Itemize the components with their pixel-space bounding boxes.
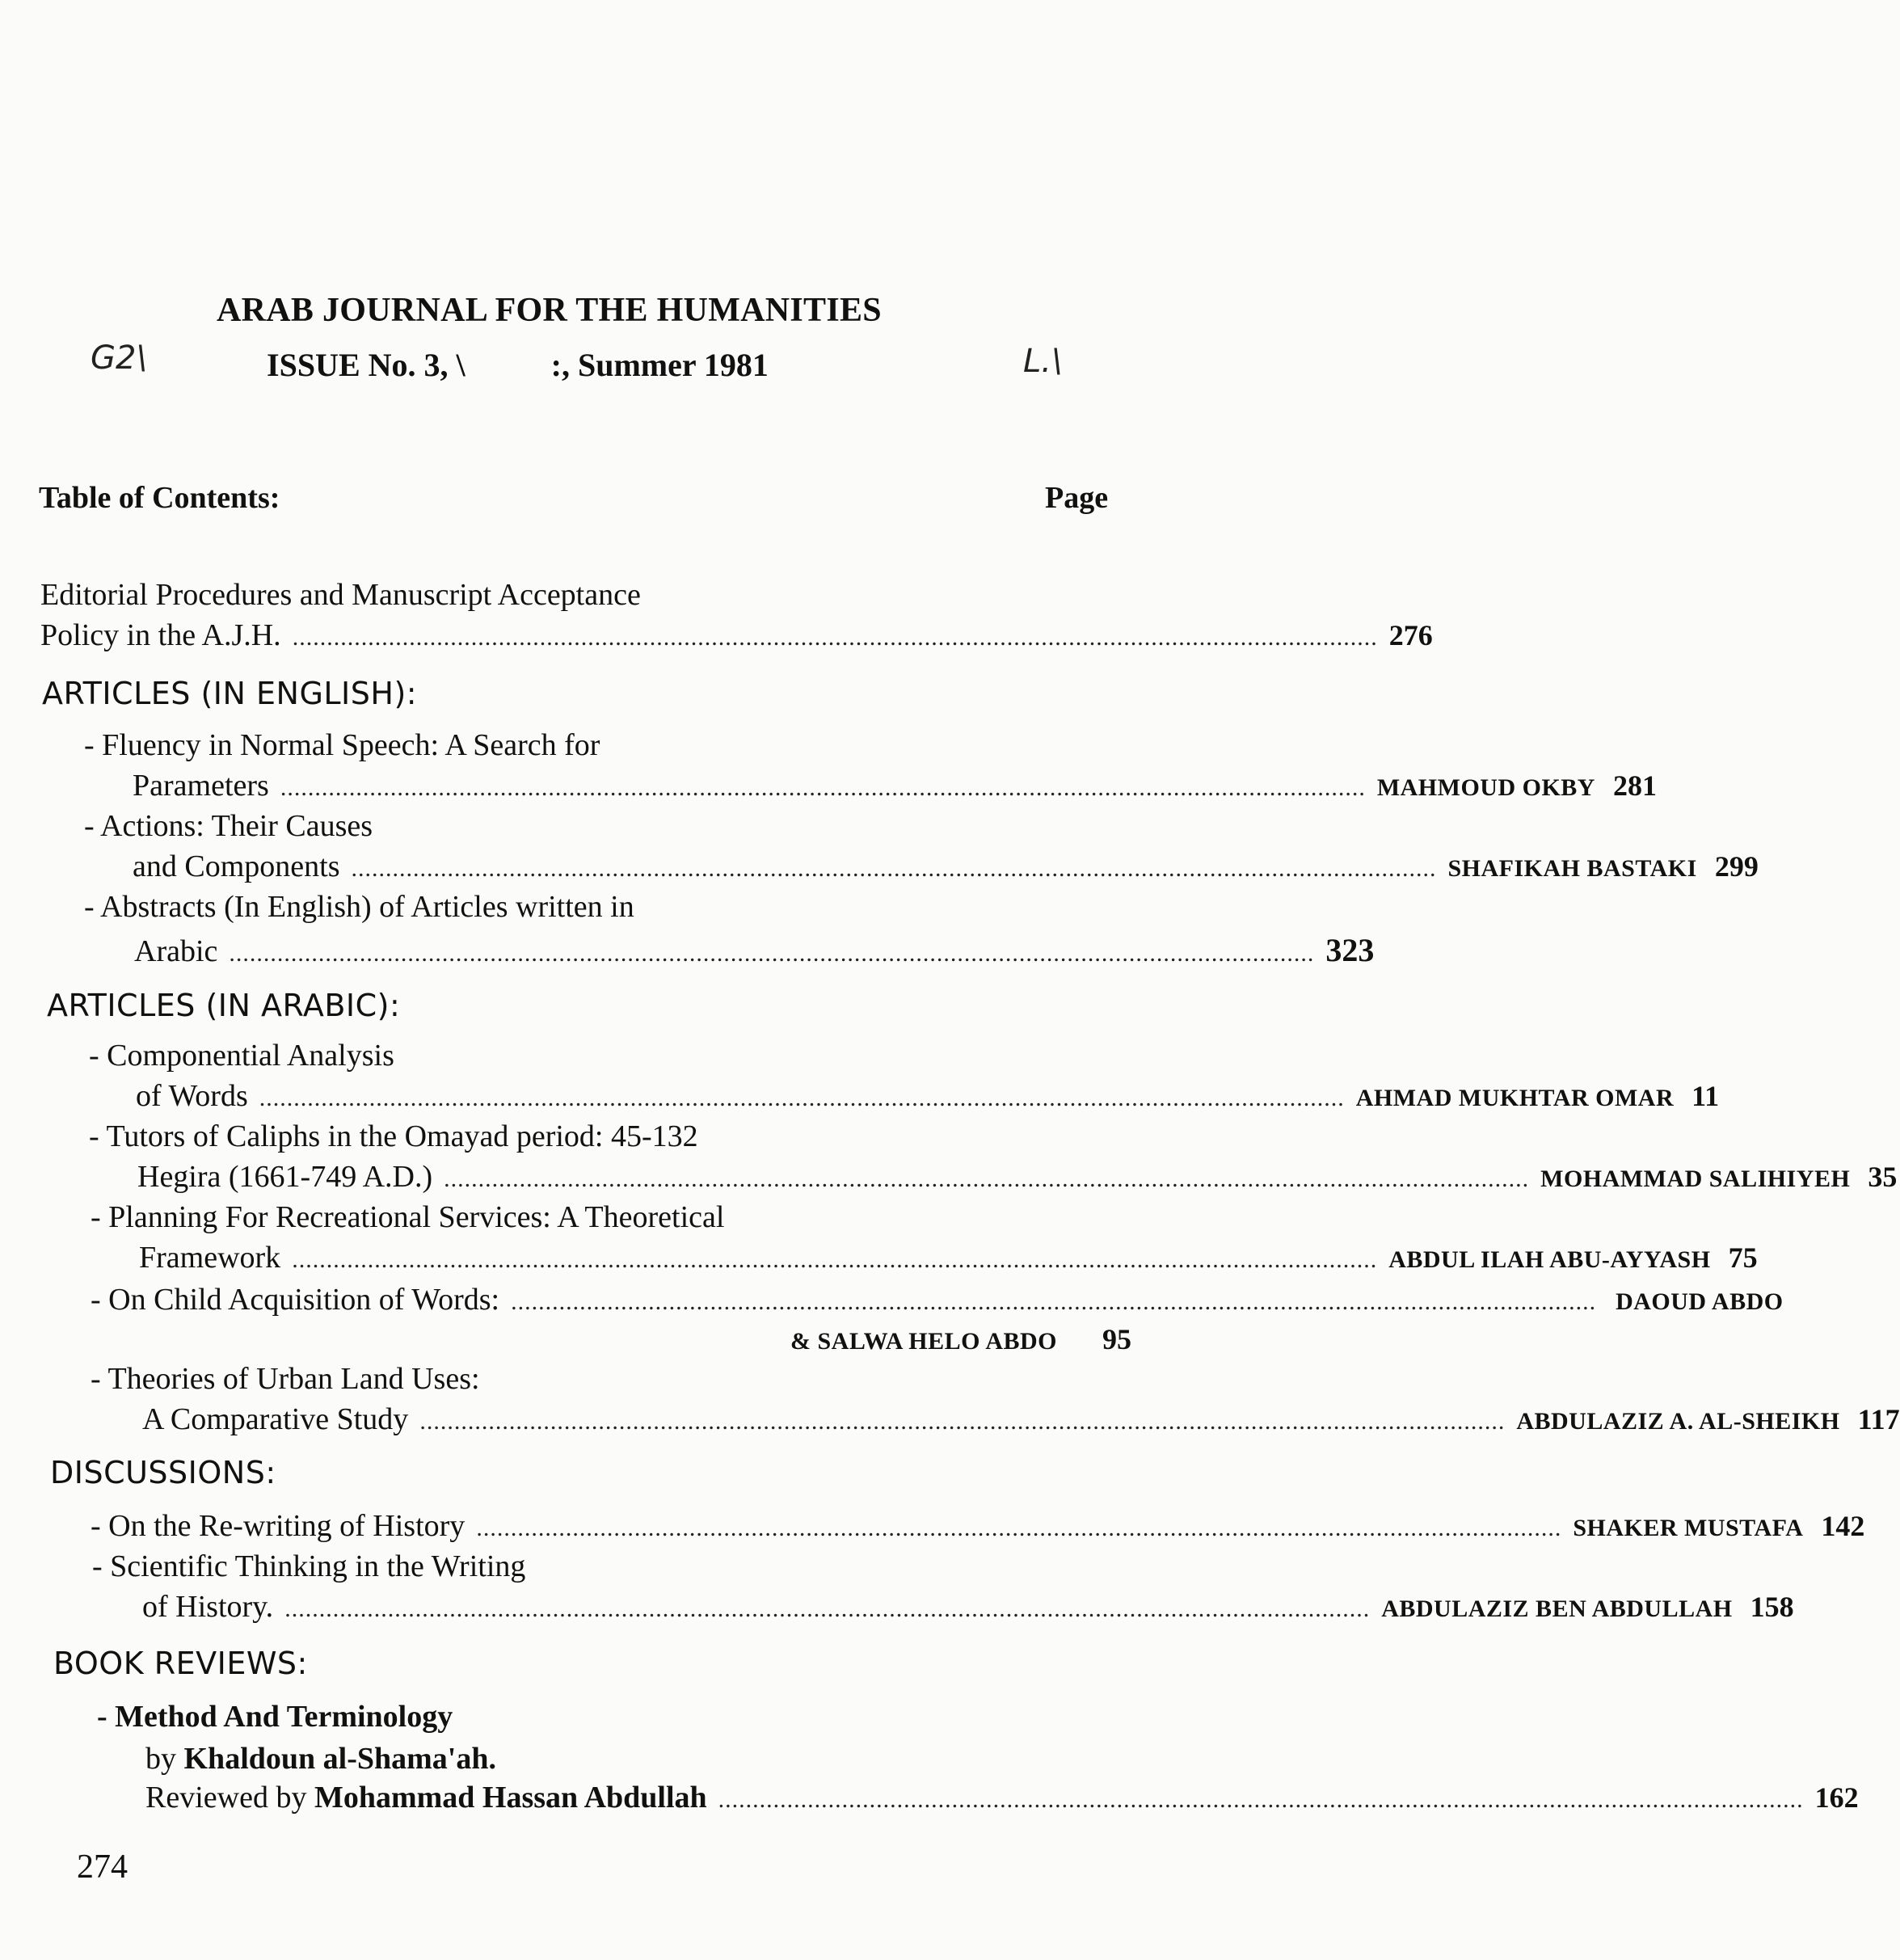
entry-title-line1: - Fluency in Normal Speech: A Search for <box>84 728 600 762</box>
entry-author: MOHAMMAD SALIHIYEH <box>1540 1165 1851 1192</box>
entry-title-line2: A Comparative Study <box>142 1402 409 1436</box>
toc-entry <box>142 1402 1900 1437</box>
leader-dots: .............................................................................................................................................................. <box>259 1085 1345 1111</box>
entry-title-line1: - On Child Acquisition of Words: <box>91 1283 500 1317</box>
entry-author: AHMAD MUKHTAR OMAR <box>1355 1085 1675 1111</box>
toc-entry-review <box>145 1780 1859 1815</box>
entry-title-line1: - On the Re-writing of History <box>91 1509 466 1543</box>
section-heading-discussions: DISCUSSIONS: <box>50 1455 276 1490</box>
toc-entry <box>139 1240 1758 1275</box>
section-heading-articles-arabic: ARTICLES (IN ARABIC): <box>47 988 401 1023</box>
entry-title-line1: - Theories of Urban Land Uses: <box>91 1362 480 1396</box>
entry-title-line2: Arabic <box>134 934 218 968</box>
review-book-author: Khaldoun al-Shama'ah. <box>183 1742 496 1776</box>
leader-dots: .............................................................................................................................................................. <box>292 624 1378 651</box>
page-number-entry: 117 <box>1857 1403 1900 1435</box>
toc-entry <box>133 849 1759 884</box>
entry-title-line2: of Words <box>136 1079 248 1113</box>
entry-title-line1: - Actions: Their Causes <box>84 809 373 843</box>
page-number-entry: 276 <box>1388 619 1433 651</box>
page-number-entry: 158 <box>1750 1591 1794 1623</box>
editorial-title-line2: Policy in the A.J.H. <box>40 618 281 652</box>
toc-entry-continued <box>705 1322 1131 1356</box>
editorial-title-line1: Editorial Procedures and Manuscript Acceptance <box>40 578 641 612</box>
page-number-entry: 281 <box>1612 769 1657 802</box>
leader-dots: .............................................................................................................................................................. <box>476 1515 1562 1541</box>
entry-title-line1: - Planning For Recreational Services: A Theoretical <box>91 1200 725 1234</box>
toc-entry-editorial <box>40 618 1433 653</box>
entry-title-line2: of History. <box>142 1590 274 1624</box>
toc-entry <box>137 1159 1898 1195</box>
entry-author: ABDUL ILAH ABU-AYYASH <box>1388 1246 1711 1273</box>
section-heading-book-reviews: BOOK REVIEWS: <box>53 1646 308 1681</box>
entry-title-line2: Framework <box>139 1241 281 1275</box>
toc-entry <box>136 1078 1720 1114</box>
leader-dots: .............................................................................................................................................................. <box>419 1408 1506 1435</box>
entry-author: DAOUD ABDO <box>1616 1288 1784 1315</box>
leader-dots: .............................................................................................................................................................. <box>718 1786 1804 1813</box>
page-number-entry: 299 <box>1714 850 1759 883</box>
issue-line <box>267 346 769 384</box>
entry-author: ABDULAZIZ BEN ABDULLAH <box>1381 1595 1733 1622</box>
page-number-entry: 142 <box>1821 1510 1865 1542</box>
leader-dots: .............................................................................................................................................................. <box>280 774 1366 801</box>
toc-entry <box>134 931 1375 969</box>
reviewer-name: Mohammad Hassan Abdullah <box>314 1781 707 1815</box>
page-number: 274 <box>77 1848 128 1886</box>
leader-dots: .............................................................................................................................................................. <box>229 940 1315 967</box>
leader-dots: .............................................................................................................................................................. <box>511 1288 1597 1315</box>
issue-number: ISSUE No. 3, \ <box>267 347 466 383</box>
entry-author: ABDULAZIZ A. AL-SHEIKH <box>1516 1408 1840 1435</box>
issue-season: :, Summer 1981 <box>550 347 769 383</box>
journal-title: ARAB JOURNAL FOR THE HUMANITIES <box>217 292 882 329</box>
entry-title-line1: - Componential Analysis <box>89 1039 394 1073</box>
entry-title-line2: Parameters <box>133 769 269 803</box>
reviewer-line <box>145 1780 707 1815</box>
handwritten-note-right: L.\ <box>1023 343 1063 380</box>
section-heading-articles-english: ARTICLES (IN ENGLISH): <box>42 676 418 711</box>
entry-author-second: & SALWA HELO ABDO <box>790 1328 1057 1355</box>
page-number-entry: 11 <box>1691 1080 1720 1112</box>
leader-dots: .............................................................................................................................................................. <box>284 1595 1371 1622</box>
page-number-entry: 75 <box>1728 1241 1758 1274</box>
entry-author: MAHMOUD OKBY <box>1376 774 1595 801</box>
handwritten-note-left: G2\ <box>91 339 147 377</box>
review-by-prefix: by <box>145 1742 176 1776</box>
toc-entry <box>142 1589 1794 1625</box>
leader-dots: .............................................................................................................................................................. <box>444 1165 1530 1192</box>
toc-label: Table of Contents: <box>39 481 280 515</box>
toc-entry <box>91 1282 1784 1317</box>
leader-dots: .............................................................................................................................................................. <box>292 1246 1378 1273</box>
toc-entry <box>133 768 1657 803</box>
entry-title-line2: Hegira (1661-749 A.D.) <box>137 1160 433 1194</box>
entry-title-line1: - Scientific Thinking in the Writing <box>92 1549 526 1583</box>
entry-title-line1: - Tutors of Caliphs in the Omayad period: 45-132 <box>89 1119 698 1153</box>
review-title: - Method And Terminology <box>97 1700 453 1734</box>
page-number-entry: 323 <box>1325 932 1375 968</box>
entry-author: SHAKER MUSTAFA <box>1573 1515 1804 1541</box>
entry-author: SHAFIKAH BASTAKI <box>1447 855 1697 882</box>
toc-entry <box>91 1508 1865 1544</box>
page-number-entry: 162 <box>1814 1781 1859 1814</box>
page-number-entry: 35 <box>1868 1161 1898 1193</box>
review-author-line <box>145 1741 496 1777</box>
leader-dots: .............................................................................................................................................................. <box>351 855 1437 882</box>
reviewed-by-prefix: Reviewed by <box>145 1781 307 1815</box>
entry-title-line1: - Abstracts (In English) of Articles written in <box>84 890 634 924</box>
page-number-entry: 95 <box>1102 1323 1131 1355</box>
entry-title-line2: and Components <box>133 849 340 883</box>
page-column-label: Page <box>1045 481 1109 515</box>
